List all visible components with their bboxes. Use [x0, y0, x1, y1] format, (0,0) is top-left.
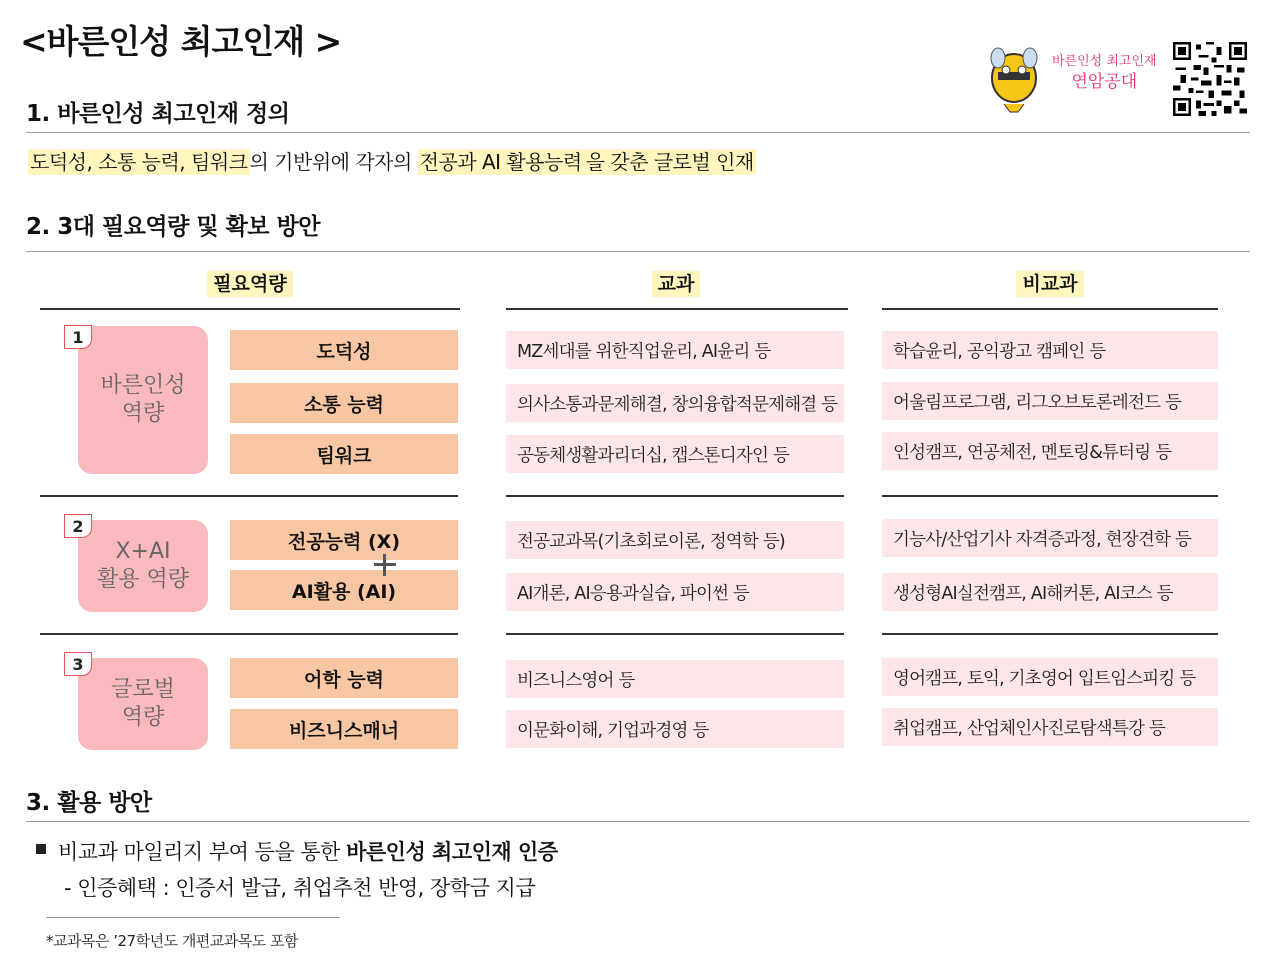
plus-icon	[373, 553, 397, 577]
extracurricular-cell: 인성캠프, 연공체전, 멘토링&튜터링 등	[882, 432, 1218, 470]
benefit-text: - 인증혜택 : 인증서 발급, 취업추천 반영, 장학금 지급	[64, 876, 536, 900]
col-header-rule	[882, 308, 1218, 310]
curricular-cell: 이문화이해, 기업과경영 등	[506, 710, 844, 748]
definition-highlight-global: 을 갖춘 글로벌 인재	[585, 150, 754, 174]
extracurricular-cell: 영어캠프, 토익, 기초영어 입트임스피킹 등	[882, 658, 1218, 696]
group-separator	[40, 633, 458, 635]
section3-heading: 3. 활용 방안	[26, 790, 152, 816]
group-separator	[506, 633, 844, 635]
group-separator	[882, 633, 1218, 635]
section1-heading: 1. 바른인성 최고인재 정의	[26, 101, 290, 127]
col-header-extracurricular: 비교과	[882, 268, 1218, 300]
logo-bottom-text: 연암공대	[1071, 72, 1138, 92]
footnote: *교과목은 ’27학년도 개편교과목도 포함	[46, 932, 299, 950]
competency-box: 어학 능력	[230, 658, 458, 698]
curricular-cell: 비즈니스영어 등	[506, 660, 844, 698]
group-separator	[506, 495, 844, 497]
extracurricular-cell: 학습윤리, 공익광고 캠페인 등	[882, 331, 1218, 369]
bullet-square-icon	[36, 844, 46, 854]
group-badge: 1	[64, 325, 92, 349]
group-box-x-ai: X+AI 활용 역량	[78, 520, 208, 612]
usage-bold: 바른인성 최고인재 인증	[346, 840, 558, 864]
group-separator	[40, 495, 458, 497]
section1-divider	[26, 132, 1250, 133]
extracurricular-cell: 취업캠프, 산업체인사진로탐색특강 등	[882, 708, 1218, 746]
curricular-cell: 전공교과목(기초회로이론, 정역학 등)	[506, 521, 844, 559]
col-header-rule	[40, 308, 460, 310]
usage-text	[58, 836, 558, 866]
group-badge: 2	[64, 514, 92, 538]
curricular-cell: MZ세대를 위한직업윤리, AI윤리 등	[506, 331, 844, 369]
page-title: <바른인성 최고인재 >	[20, 22, 342, 61]
extracurricular-cell: 생성형AI실전캠프, AI해커톤, AI코스 등	[882, 573, 1218, 611]
usage-plain: 비교과 마일리지 부여 등을 통한	[58, 840, 347, 864]
definition-text	[28, 146, 756, 175]
group-box-character: 바른인성 역량	[78, 326, 208, 474]
extracurricular-cell: 어울림프로그램, 리그오브토론레전드 등	[882, 382, 1218, 420]
group-separator	[882, 495, 1218, 497]
col-header-rule	[506, 308, 848, 310]
logo-top-text: 바른인성 최고인재	[1052, 54, 1157, 69]
competency-box: 팀워크	[230, 434, 458, 474]
logo-text	[1052, 52, 1157, 92]
definition-highlight-skills: 전공과 AI 활용능력	[419, 150, 582, 174]
curricular-cell: 의사소통과문제해결, 창의융합적문제해결 등	[506, 384, 844, 422]
section2-divider	[26, 251, 1250, 252]
section2-heading: 2. 3대 필요역량 및 확보 방안	[26, 214, 320, 240]
competency-box: 비즈니스매너	[230, 709, 458, 749]
group-box-global: 글로벌 역량	[78, 658, 208, 750]
qr-code-icon[interactable]	[1173, 42, 1247, 116]
section3-divider	[26, 821, 1250, 822]
footnote-divider	[46, 917, 340, 918]
curricular-cell: 공동체생활과리더십, 캡스톤디자인 등	[506, 435, 844, 473]
definition-highlight-values: 도덕성, 소통 능력, 팀워크	[30, 150, 248, 174]
group-badge: 3	[64, 652, 92, 676]
competency-box: AI활용 (AI)	[230, 570, 458, 610]
competency-box: 소통 능력	[230, 383, 458, 423]
competency-box: 전공능력 (X)	[230, 520, 458, 560]
col-header-curricular: 교과	[506, 268, 846, 300]
competency-box: 도덕성	[230, 330, 458, 370]
col-header-competency: 필요역량	[40, 268, 460, 300]
curricular-cell: AI개론, AI응용과실습, 파이썬 등	[506, 573, 844, 611]
extracurricular-cell: 기능사/산업기사 자격증과정, 현장견학 등	[882, 519, 1218, 557]
definition-middle: 의 기반위에 각자의	[249, 150, 418, 174]
